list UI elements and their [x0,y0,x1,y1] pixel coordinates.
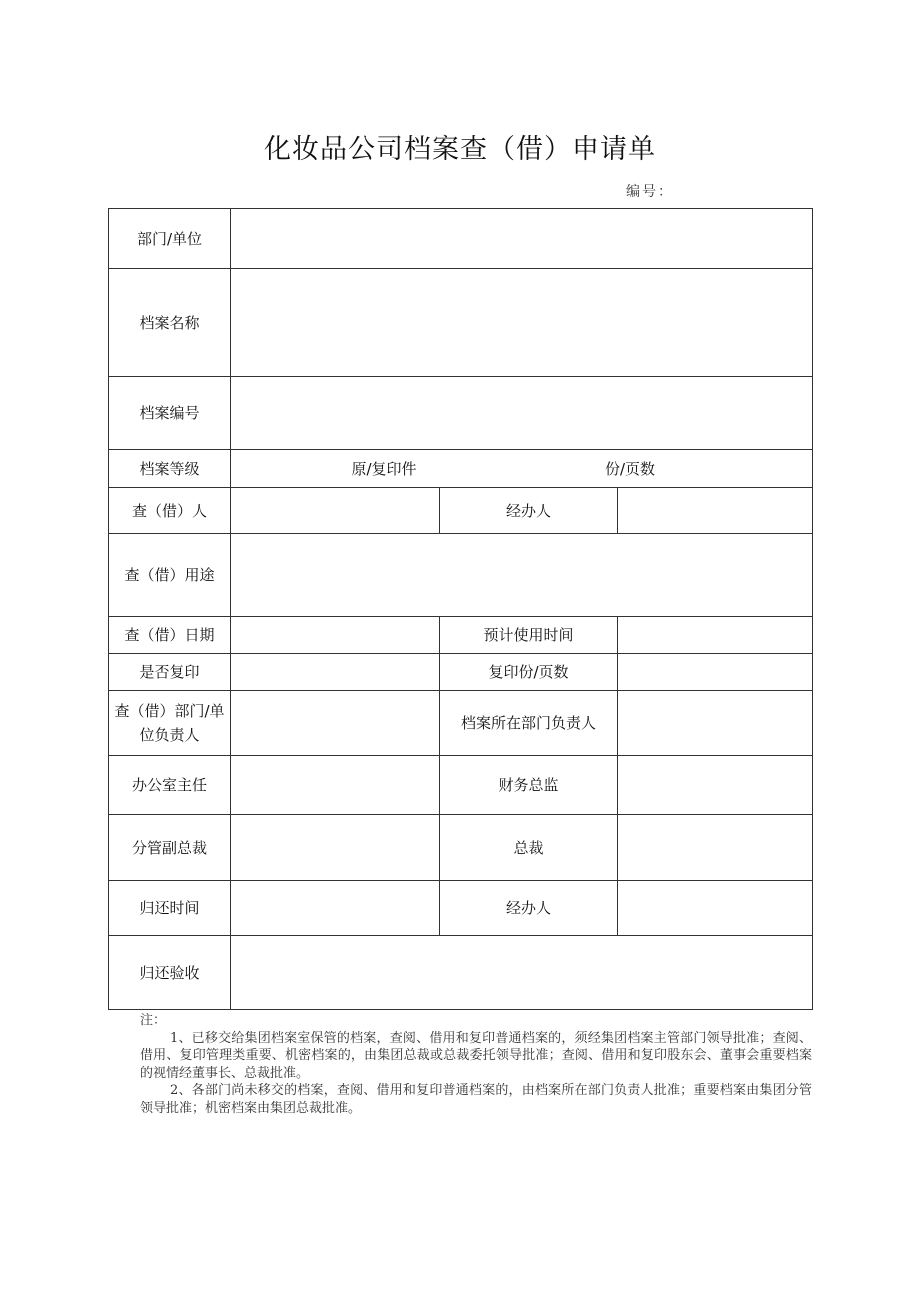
dept-label: 部门/单位 [109,209,231,269]
archive-name-field[interactable] [231,269,813,377]
handler-label: 经办人 [440,488,618,534]
row-archive-level [109,450,813,488]
dept-field[interactable] [231,209,813,269]
row-borrower-head [109,691,813,756]
return-handler-label: 经办人 [440,881,618,936]
note-item-2: 2、各部门尚未移交的档案，查阅、借用和复印普通档案的，由档案所在部门负责人批准；重要档案由集团分管领导批准；机密档案由集团总裁批准。 [140,1083,812,1116]
return-check-label: 归还验收 [109,936,231,1010]
archive-level-label: 档案等级 [109,450,231,488]
return-time-field[interactable] [231,881,440,936]
purpose-field[interactable] [231,534,813,617]
copy-flag-label: 是否复印 [109,654,231,691]
copy-type-text: 原/复印件 [351,459,417,478]
purpose-label: 查（借）用途 [109,534,231,617]
return-time-label: 归还时间 [109,881,231,936]
borrower-label: 查（借）人 [109,488,231,534]
archive-no-label: 档案编号 [109,377,231,450]
archive-name-label: 档案名称 [109,269,231,377]
row-archive-name [109,269,813,377]
return-handler-field[interactable] [618,881,813,936]
row-borrower [109,488,813,534]
page-title: 化妆品公司档案查（借）申请单 [264,134,656,165]
handler-field[interactable] [618,488,813,534]
archive-no-field[interactable] [231,377,813,450]
row-office [109,756,813,815]
archive-head-field[interactable] [618,691,813,756]
president-field[interactable] [618,815,813,881]
row-copy-flag [109,654,813,691]
copies-text: 份/页数 [604,459,656,478]
borrower-head-field[interactable] [231,691,440,756]
office-director-field[interactable] [231,756,440,815]
row-purpose [109,534,813,617]
row-archive-no [109,377,813,450]
finance-director-field[interactable] [618,756,813,815]
vp-label: 分管副总裁 [109,815,231,881]
row-vp [109,815,813,881]
serial-number-label: 编号： [626,184,674,200]
borrower-head-label: 查（借）部门/单位负责人 [109,691,231,756]
copy-count-field[interactable] [618,654,813,691]
row-dept [109,209,813,269]
vp-field[interactable] [231,815,440,881]
president-label: 总裁 [440,815,618,881]
borrower-field[interactable] [231,488,440,534]
return-check-field[interactable] [231,936,813,1010]
archive-head-label: 档案所在部门负责人 [440,691,618,756]
office-director-label: 办公室主任 [109,756,231,815]
finance-director-label: 财务总监 [440,756,618,815]
expected-time-label: 预计使用时间 [440,617,618,654]
copy-count-label: 复印份/页数 [440,654,618,691]
row-date [109,617,813,654]
notes-heading: 注： [140,1013,167,1028]
expected-time-field[interactable] [618,617,813,654]
date-label: 查（借）日期 [109,617,231,654]
notes-section [140,1012,812,1117]
copy-flag-field[interactable] [231,654,440,691]
row-return-check [109,936,813,1010]
date-field[interactable] [231,617,440,654]
application-form-table [108,208,813,1010]
archive-level-field[interactable] [231,450,813,488]
note-item-1: 1、已移交给集团档案室保管的档案，查阅、借用和复印普通档案的，须经集团档案主管部门领导批准；查阅、借用、复印管理类重要、机密档案的，由集团总裁或总裁委托领导批准；查阅、借用和复印股东会、董事会重要档案的视情经董事长、总裁批准。 [140,1030,812,1081]
row-return-time [109,881,813,936]
